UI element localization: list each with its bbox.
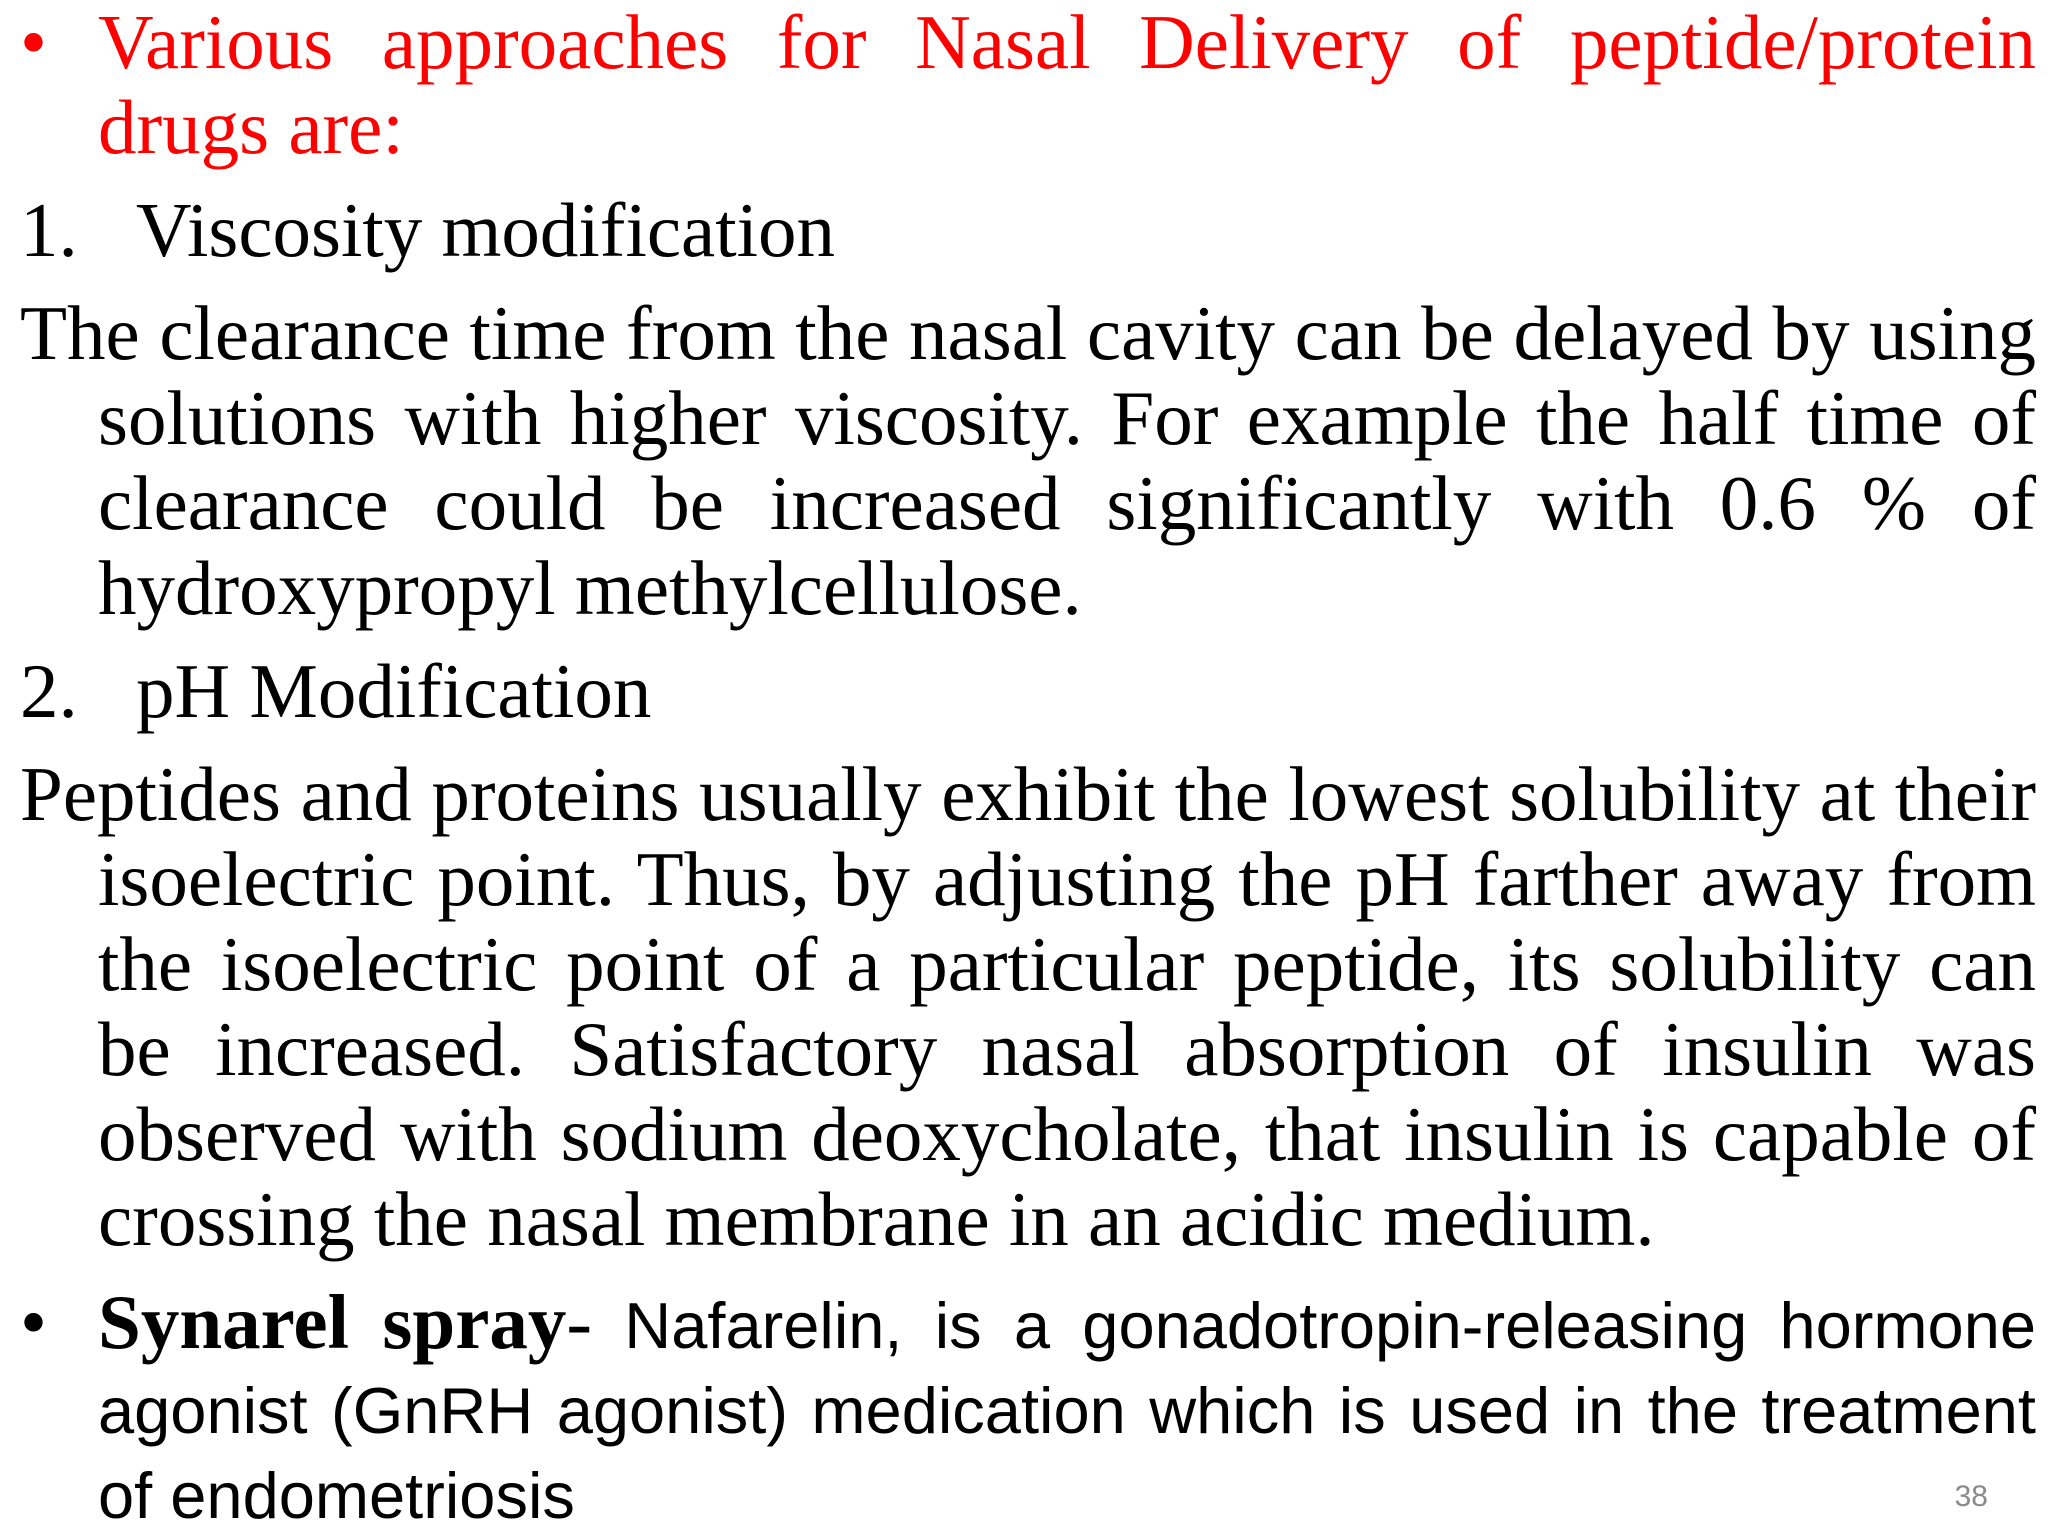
synarel-text: Nafarelin, is a gonadotropin-releasing hormone agonist (GnRH agonist) medication which is used in the treatment of endometriosis xyxy=(98,1289,2037,1532)
item-1-number: 1. xyxy=(20,187,78,273)
synarel-separator: - xyxy=(566,1279,593,1365)
slide-body xyxy=(20,0,2036,1538)
intro-bullet xyxy=(20,0,2036,170)
item-2-heading-text: pH Modification xyxy=(136,648,652,734)
page-number: 38 xyxy=(1954,1480,1988,1513)
intro-bullet-text: Various approaches for Nasal Delivery of peptide/protein drugs are: xyxy=(98,0,2036,170)
synarel-bullet xyxy=(20,1280,2036,1538)
item-2-number: 2. xyxy=(20,648,78,734)
bullet-marker: • xyxy=(20,0,47,85)
item-1-heading-text: Viscosity modification xyxy=(136,187,835,273)
bullet-marker: • xyxy=(20,1279,47,1365)
item-1-heading xyxy=(20,188,2036,273)
item-2-paragraph: Peptides and proteins usually exhibit the lowest solubility at their isoelectric point. Thus, by adjusting the pH farther away from the isoelectric point of a particular peptide, its solubility can be increased. Satisfactory nasal absorption of insulin was observed with sodium deoxycholate, that insulin is capable of crossing the nasal membrane in an acidic medium. xyxy=(20,751,2036,1262)
synarel-term: Synarel spray xyxy=(98,1279,567,1365)
item-2-heading xyxy=(20,649,2036,734)
item-1-paragraph: The clearance time from the nasal cavity can be delayed by using solutions with higher viscosity. For example the half time of clearance could be increased significantly with 0.6 % of hydroxypropyl methylcellulose. xyxy=(20,290,2036,631)
